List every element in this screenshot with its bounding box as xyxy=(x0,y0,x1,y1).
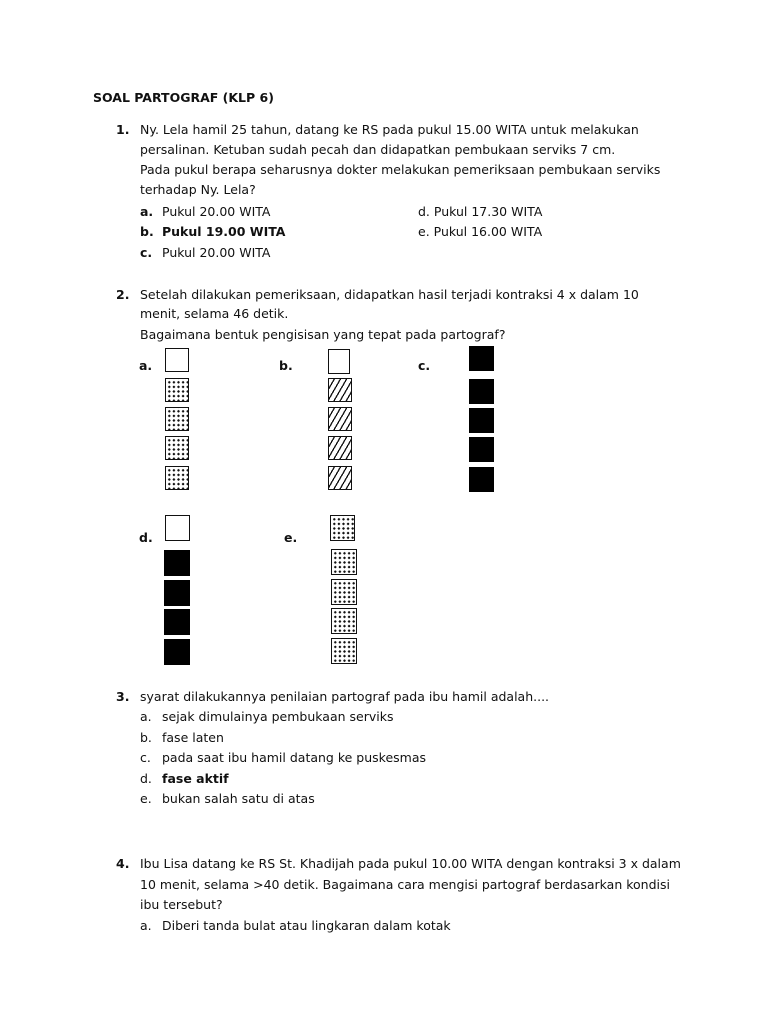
q2e-box-5-dotted xyxy=(331,638,357,664)
q2-option-d-letter: d. xyxy=(139,530,153,545)
q2e-box-3-dotted xyxy=(331,579,357,605)
q2d-box-5-solid xyxy=(164,639,190,665)
q2e-box-2-dotted xyxy=(331,549,357,575)
q2b-box-2-hatched xyxy=(328,378,352,402)
q2d-box-4-solid xyxy=(164,609,190,635)
q2d-box-2-solid xyxy=(164,550,190,576)
q2b-box-5-hatched xyxy=(328,466,352,490)
q1-line-4: terhadap Ny. Lela? xyxy=(140,182,256,197)
q2b-box-4-hatched xyxy=(328,436,352,460)
q3-option-a-text: sejak dimulainya pembukaan serviks xyxy=(162,709,394,724)
q2-line-2: menit, selama 46 detik. xyxy=(140,306,289,321)
q2e-box-1-dotted xyxy=(330,515,355,541)
q3-option-e-letter: e. xyxy=(140,791,152,806)
q2b-box-3-hatched xyxy=(328,407,352,431)
q2-number: 2. xyxy=(116,287,130,302)
document-title: SOAL PARTOGRAF (KLP 6) xyxy=(93,90,274,105)
q2-option-a-letter: a. xyxy=(139,358,153,373)
q3-number: 3. xyxy=(116,689,130,704)
q2a-box-4-dotted xyxy=(165,436,189,460)
q1-option-c-letter: c. xyxy=(140,245,153,260)
q1-option-a-text: Pukul 20.00 WITA xyxy=(162,204,271,219)
q4-number: 4. xyxy=(116,856,130,871)
q3-option-d-text: fase aktif xyxy=(162,771,229,786)
q2a-box-2-dotted xyxy=(165,378,189,402)
q1-option-d-text: d. Pukul 17.30 WITA xyxy=(418,204,543,219)
q3-option-e-text: bukan salah satu di atas xyxy=(162,791,315,806)
q2c-box-1-solid xyxy=(469,346,494,371)
q3-option-b-letter: b. xyxy=(140,730,152,745)
q2-option-b-letter: b. xyxy=(279,358,293,373)
q2d-box-1-empty xyxy=(165,515,190,541)
q1-number: 1. xyxy=(116,122,130,137)
q2-option-e-letter: e. xyxy=(284,530,298,545)
q2a-box-3-dotted xyxy=(165,407,189,431)
q1-option-b-text: Pukul 19.00 WITA xyxy=(162,224,286,239)
q2-option-c-letter: c. xyxy=(418,358,431,373)
q2d-box-3-solid xyxy=(164,580,190,606)
q2-line-3: Bagaimana bentuk pengisisan yang tepat pada partograf? xyxy=(140,327,506,342)
q3-option-c-text: pada saat ibu hamil datang ke puskesmas xyxy=(162,750,427,765)
q4-line-3: ibu tersebut? xyxy=(140,897,223,912)
q4-line-2: 10 menit, selama >40 detik. Bagaimana cara mengisi partograf berdasarkan kondisi xyxy=(140,877,670,892)
q2e-box-4-dotted xyxy=(331,608,357,634)
q2c-box-2-solid xyxy=(469,379,494,404)
q2a-box-1-empty xyxy=(165,348,189,372)
q1-line-2: persalinan. Ketuban sudah pecah dan didapatkan pembukaan serviks 7 cm. xyxy=(140,142,616,157)
q1-line-1: Ny. Lela hamil 25 tahun, datang ke RS pada pukul 15.00 WITA untuk melakukan xyxy=(140,122,639,137)
q3-option-d-letter: d. xyxy=(140,771,152,786)
q3-line-1: syarat dilakukannya penilaian partograf pada ibu hamil adalah.... xyxy=(140,689,550,704)
q4-option-a-letter: a. xyxy=(140,918,152,933)
q1-option-b-letter: b. xyxy=(140,224,154,239)
q1-line-3: Pada pukul berapa seharusnya dokter melakukan pemeriksaan pembukaan serviks xyxy=(140,162,661,177)
q2c-box-3-solid xyxy=(469,408,494,433)
q2c-box-5-solid xyxy=(469,467,494,492)
q3-option-a-letter: a. xyxy=(140,709,152,724)
q4-option-a-text: Diberi tanda bulat atau lingkaran dalam kotak xyxy=(162,918,451,933)
q2b-box-1-empty xyxy=(328,349,350,374)
q2a-box-5-dotted xyxy=(165,466,189,490)
q3-option-b-text: fase laten xyxy=(162,730,224,745)
q1-option-a-letter: a. xyxy=(140,204,154,219)
q4-line-1: Ibu Lisa datang ke RS St. Khadijah pada pukul 10.00 WITA dengan kontraksi 3 x dalam xyxy=(140,856,681,871)
q1-option-c-text: Pukul 20.00 WITA xyxy=(162,245,271,260)
q3-option-c-letter: c. xyxy=(140,750,151,765)
q1-option-e-text: e. Pukul 16.00 WITA xyxy=(418,224,543,239)
q2c-box-4-solid xyxy=(469,437,494,462)
q2-line-1: Setelah dilakukan pemeriksaan, didapatkan hasil terjadi kontraksi 4 x dalam 10 xyxy=(140,287,639,302)
